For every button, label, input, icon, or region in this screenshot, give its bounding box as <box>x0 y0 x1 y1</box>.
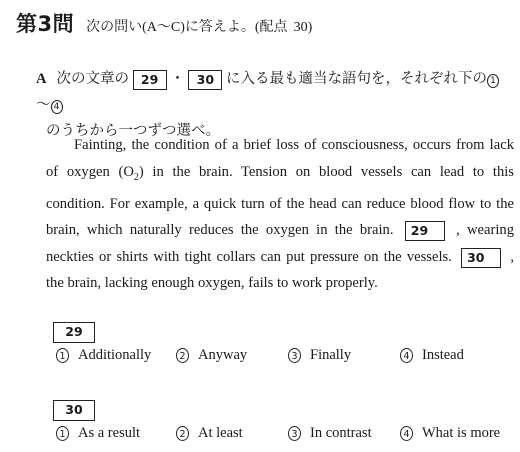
option-30-1[interactable] <box>56 425 140 442</box>
option-30-3[interactable] <box>288 425 372 442</box>
question-header <box>16 8 312 38</box>
option-29-3[interactable] <box>288 347 351 364</box>
circled-number-icon: 1 <box>56 348 69 363</box>
option-text: At least <box>198 425 243 441</box>
section-label: A <box>36 71 47 87</box>
instruction-prefix: 次の文章の <box>56 71 129 87</box>
option-text: What is more <box>422 425 501 441</box>
passage-line: the brain, lacking enough oxygen, fails to work properly. <box>46 275 378 292</box>
passage-text: neckties or shirts with tight collars can put pressure on the vessels. <box>46 248 452 265</box>
instruction-separator: ・ <box>170 71 185 87</box>
circled-number-icon: 3 <box>288 426 301 441</box>
question-number: 第3問 <box>16 12 75 36</box>
passage-text: of oxygen (O <box>46 163 134 180</box>
option-30-4[interactable] <box>400 425 500 442</box>
circled-number-icon: 1 <box>56 426 69 441</box>
subscript: 2 <box>133 171 139 183</box>
blank-30[interactable]: 30 <box>461 248 501 268</box>
option-29-1[interactable] <box>56 347 151 364</box>
circled-number-icon: 4 <box>51 100 63 114</box>
option-text: Anyway <box>198 347 248 363</box>
question-points: 30) <box>293 20 313 35</box>
circled-number-icon: 3 <box>288 348 301 363</box>
passage-line <box>46 217 514 244</box>
option-text: Additionally <box>78 347 152 363</box>
circled-number-icon: 1 <box>487 74 499 88</box>
option-text: In contrast <box>310 425 372 441</box>
option-29-4[interactable] <box>400 347 464 364</box>
question-instructions: 次の問い(A〜C)に答えよ。(配点 <box>86 20 288 35</box>
blank-box-30: 30 <box>188 70 222 90</box>
passage-line <box>46 159 514 191</box>
blank-box-29: 29 <box>133 70 167 90</box>
passage-line: condition. For example, a quick turn of the head can reduce blood flow to the <box>46 195 514 212</box>
passage-text: ) in the brain. Tension on blood vessels can lead to this <box>138 163 514 180</box>
circled-number-icon: 4 <box>400 426 413 441</box>
option-30-2[interactable] <box>176 425 243 442</box>
passage-text: , wearing <box>456 222 514 239</box>
instruction-line-2: のうちから一つずつ選べ。 <box>46 123 220 139</box>
passage-text: brain, which naturally reduces the oxygen in the brain. <box>46 222 394 239</box>
option-text: Finally <box>310 347 352 363</box>
range-tilde: 〜 <box>36 97 51 113</box>
circled-number-icon: 4 <box>400 348 413 363</box>
question-label-30: 30 <box>53 400 95 421</box>
circled-number-icon: 2 <box>176 426 189 441</box>
passage-text: , <box>510 248 514 265</box>
question-label-29: 29 <box>53 322 95 343</box>
option-text: As a result <box>78 425 141 441</box>
passage-line: Fainting, the condition of a brief loss of consciousness, occurs from lack <box>74 137 514 153</box>
blank-29[interactable]: 29 <box>405 221 445 241</box>
circled-number-icon: 2 <box>176 348 189 363</box>
option-text: Instead <box>422 347 464 363</box>
passage-line <box>46 244 514 271</box>
reading-passage <box>46 132 514 297</box>
option-29-2[interactable] <box>176 347 247 364</box>
instruction-suffix: に入る最も適当な語句を，それぞれ下の <box>225 71 487 87</box>
